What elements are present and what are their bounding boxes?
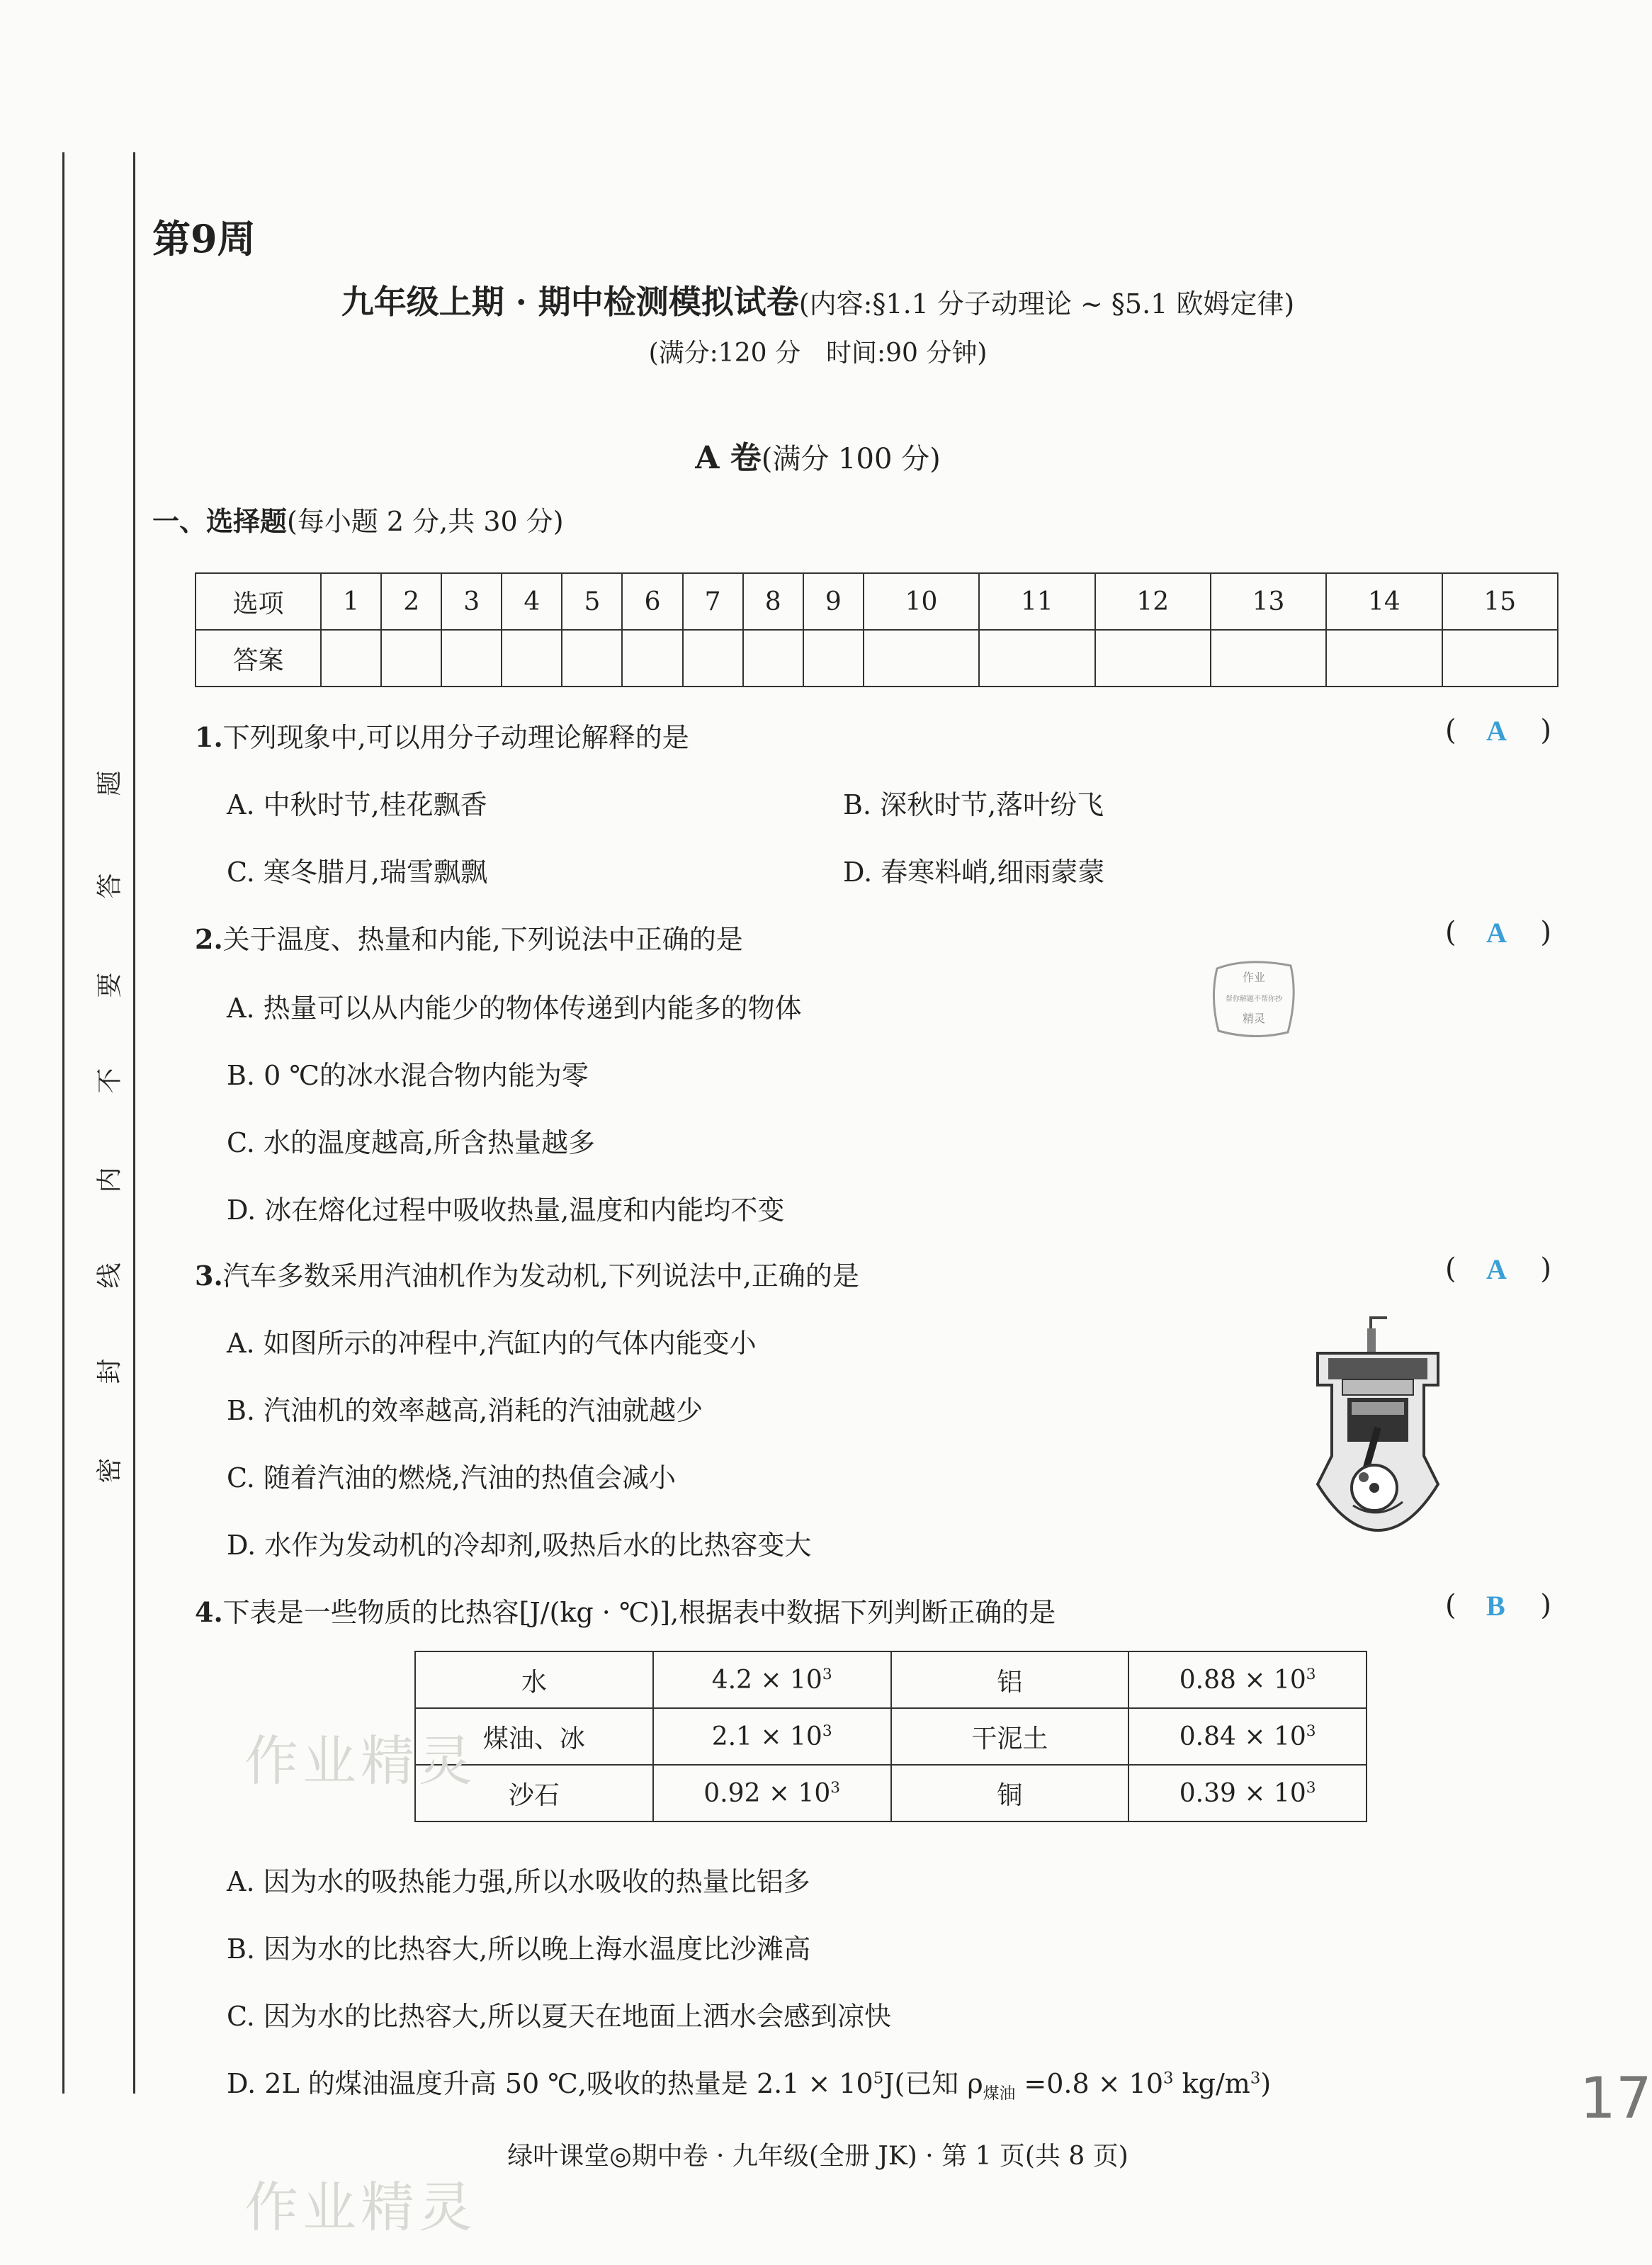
option-a: A. 中秋时节,桂花飘香 xyxy=(227,789,487,820)
section-heading xyxy=(152,499,564,538)
question-4-stem xyxy=(195,1591,1056,1629)
bracket-close: ) xyxy=(1540,714,1551,747)
answer-cell[interactable] xyxy=(1211,630,1326,687)
seal-char: 密 xyxy=(95,1457,125,1484)
watermark-text: 作业精灵 xyxy=(244,2176,477,2239)
specific-heat-value: $0.88 \times 10^3$ xyxy=(1128,1651,1367,1708)
specific-heat-table xyxy=(414,1651,1367,1822)
section-note: (每小题 2 分,共 30 分) xyxy=(287,506,564,537)
option-a: A. 如图所示的冲程中,汽缸内的气体内能变小 xyxy=(227,1328,757,1359)
option-d: D. 2L 的煤油温度升高 50 ℃,吸收的热量是 $2.1 \times 10^5J$(已知 $\rho_{煤油} =0.8 \times 10^3$ $kg/m^3$) xyxy=(227,2068,1272,2103)
week-label: 第9周 xyxy=(152,216,256,261)
option-b: B. 0 ℃的冰水混合物内能为零 xyxy=(227,1060,589,1091)
grid-number: 6 xyxy=(622,573,682,630)
answer-cell[interactable] xyxy=(683,630,743,687)
seal-char: 内 xyxy=(95,1167,125,1193)
answer-cell[interactable] xyxy=(803,630,864,687)
question-answer: A xyxy=(1486,917,1507,949)
answer-grid xyxy=(195,572,1558,687)
specific-heat-value: $2.1 \times 10^3$ xyxy=(653,1708,891,1765)
option-b: B. 因为水的比热容大,所以晚上海水温度比沙滩高 xyxy=(227,1933,811,1965)
answer-cell[interactable] xyxy=(743,630,803,687)
grid-number: 7 xyxy=(683,573,743,630)
specific-heat-value: $0.84 \times 10^3$ xyxy=(1128,1708,1367,1765)
bracket-close: ) xyxy=(1540,1589,1551,1622)
seal-char: 线 xyxy=(95,1263,125,1289)
option-d: D. 冰在熔化过程中吸收热量,温度和内能均不变 xyxy=(227,1194,785,1226)
grid-number: 5 xyxy=(562,573,622,630)
question-number: 2. xyxy=(195,923,223,955)
question-number: 3. xyxy=(195,1260,223,1292)
bracket-open: ( xyxy=(1445,1589,1456,1622)
question-answer: A xyxy=(1486,715,1507,747)
grid-label: 选项 xyxy=(196,573,321,630)
question-text: 关于温度、热量和内能,下列说法中正确的是 xyxy=(222,924,743,955)
question-answer: B xyxy=(1486,1590,1505,1622)
grid-number: 9 xyxy=(803,573,864,630)
bracket-open: ( xyxy=(1445,916,1456,949)
watermark-text: 作业精灵 xyxy=(244,1729,477,1792)
page-number: 17 xyxy=(1580,2065,1652,2131)
grid-label: 答案 xyxy=(196,630,321,687)
grid-number: 13 xyxy=(1211,573,1326,630)
substance-name: 沙石 xyxy=(415,1765,653,1821)
answer-cell[interactable] xyxy=(1326,630,1442,687)
stamp-line-1: 作业 xyxy=(1242,971,1266,984)
option-b: B. 深秋时节,落叶纷飞 xyxy=(843,789,1104,820)
specific-heat-value: $0.39 \times 10^3$ xyxy=(1128,1765,1367,1821)
option-c: C. 寒冬腊月,瑞雪飘飘 xyxy=(227,857,487,888)
option-a: A. 热量可以从内能少的物体传递到内能多的物体 xyxy=(227,993,802,1024)
grid-number: 4 xyxy=(502,573,562,630)
option-c: C. 水的温度越高,所含热量越多 xyxy=(227,1127,595,1158)
exam-title xyxy=(0,276,1636,323)
seal-char: 不 xyxy=(95,1068,125,1094)
stamp-line-3: 精灵 xyxy=(1242,1012,1266,1025)
question-answer: A xyxy=(1486,1253,1507,1285)
option-c: C. 随着汽油的燃烧,汽油的热值会减小 xyxy=(227,1462,676,1493)
grid-number: 12 xyxy=(1095,573,1211,630)
question-3-stem xyxy=(195,1254,859,1293)
bracket-open: ( xyxy=(1445,1253,1456,1285)
answer-cell[interactable] xyxy=(502,630,562,687)
answer-cell[interactable] xyxy=(979,630,1094,687)
grid-number: 14 xyxy=(1326,573,1442,630)
grid-number: 2 xyxy=(381,573,441,630)
substance-name: 干泥土 xyxy=(891,1708,1129,1765)
question-text: 下表是一些物质的比热容[J/(kg · ℃)],根据表中数据下列判断正确的是 xyxy=(222,1597,1056,1628)
option-b: B. 汽油机的效率越高,消耗的汽油就越少 xyxy=(227,1395,703,1426)
section-title: 一、选择题 xyxy=(152,505,288,537)
engine-cylinder-icon xyxy=(1303,1314,1452,1534)
table-row xyxy=(415,1708,1367,1765)
seal-char: 封 xyxy=(95,1358,125,1384)
question-1-stem xyxy=(195,716,689,755)
exam-title-main: 九年级上期 · 期中检测模拟试卷 xyxy=(341,283,799,321)
bracket-close: ) xyxy=(1540,916,1551,949)
bracket-open: ( xyxy=(1445,714,1456,747)
substance-name: 煤油、冰 xyxy=(415,1708,653,1765)
table-row xyxy=(415,1651,1367,1708)
question-text: 汽车多数采用汽油机作为发动机,下列说法中,正确的是 xyxy=(222,1260,859,1292)
specific-heat-value: $4.2 \times 10^3$ xyxy=(653,1651,891,1708)
exam-subtitle: (满分:120 分 时间:90 分钟) xyxy=(648,339,988,368)
grid-number: 10 xyxy=(864,573,979,630)
option-d: D. 春寒料峭,细雨蒙蒙 xyxy=(843,857,1105,888)
grid-number: 15 xyxy=(1442,573,1558,630)
specific-heat-value: $0.92 \times 10^3$ xyxy=(653,1765,891,1821)
answer-cell[interactable] xyxy=(381,630,441,687)
option-c: C. 因为水的比热容大,所以夏天在地面上洒水会感到凉快 xyxy=(227,2001,891,2032)
exam-scope: (内容:§1.1 分子动理论 ~ §5.1 欧姆定律) xyxy=(798,288,1295,320)
volume-note: (满分 100 分) xyxy=(761,443,941,475)
answer-grid-answer-row xyxy=(196,630,1558,687)
bracket-close: ) xyxy=(1540,1253,1551,1285)
stamp-icon xyxy=(1204,953,1303,1045)
page-footer: 绿叶课堂◎期中卷 · 九年级(全册 JK) · 第 1 页(共 8 页) xyxy=(507,2142,1128,2171)
option-a: A. 因为水的吸热能力强,所以水吸收的热量比铝多 xyxy=(227,1866,810,1897)
seal-char: 要 xyxy=(95,972,125,998)
answer-cell[interactable] xyxy=(441,630,502,687)
volume-name: A 卷 xyxy=(695,440,762,476)
grid-number: 3 xyxy=(441,573,502,630)
answer-cell[interactable] xyxy=(1442,630,1558,687)
volume-heading xyxy=(0,432,1636,478)
substance-name: 铝 xyxy=(891,1651,1129,1708)
question-number: 1. xyxy=(195,721,223,753)
answer-cell[interactable] xyxy=(321,630,381,687)
option-d: D. 水作为发动机的冷却剂,吸热后水的比热容变大 xyxy=(227,1530,812,1561)
answer-cell[interactable] xyxy=(622,630,682,687)
seal-char: 答 xyxy=(95,873,125,899)
seal-char: 题 xyxy=(95,770,125,796)
answer-cell[interactable] xyxy=(562,630,622,687)
answer-cell[interactable] xyxy=(1095,630,1211,687)
grid-number: 11 xyxy=(979,573,1094,630)
stamp-line-2: 帮你解题不帮你抄 xyxy=(1226,995,1282,1003)
substance-name: 铜 xyxy=(891,1765,1129,1821)
grid-number: 8 xyxy=(743,573,803,630)
question-text: 下列现象中,可以用分子动理论解释的是 xyxy=(222,722,689,753)
substance-name: 水 xyxy=(415,1651,653,1708)
question-2-stem xyxy=(195,917,743,956)
table-row xyxy=(415,1765,1367,1821)
grid-number: 1 xyxy=(321,573,381,630)
question-number: 4. xyxy=(195,1596,223,1628)
answer-cell[interactable] xyxy=(864,630,979,687)
answer-grid-header-row xyxy=(196,573,1558,630)
